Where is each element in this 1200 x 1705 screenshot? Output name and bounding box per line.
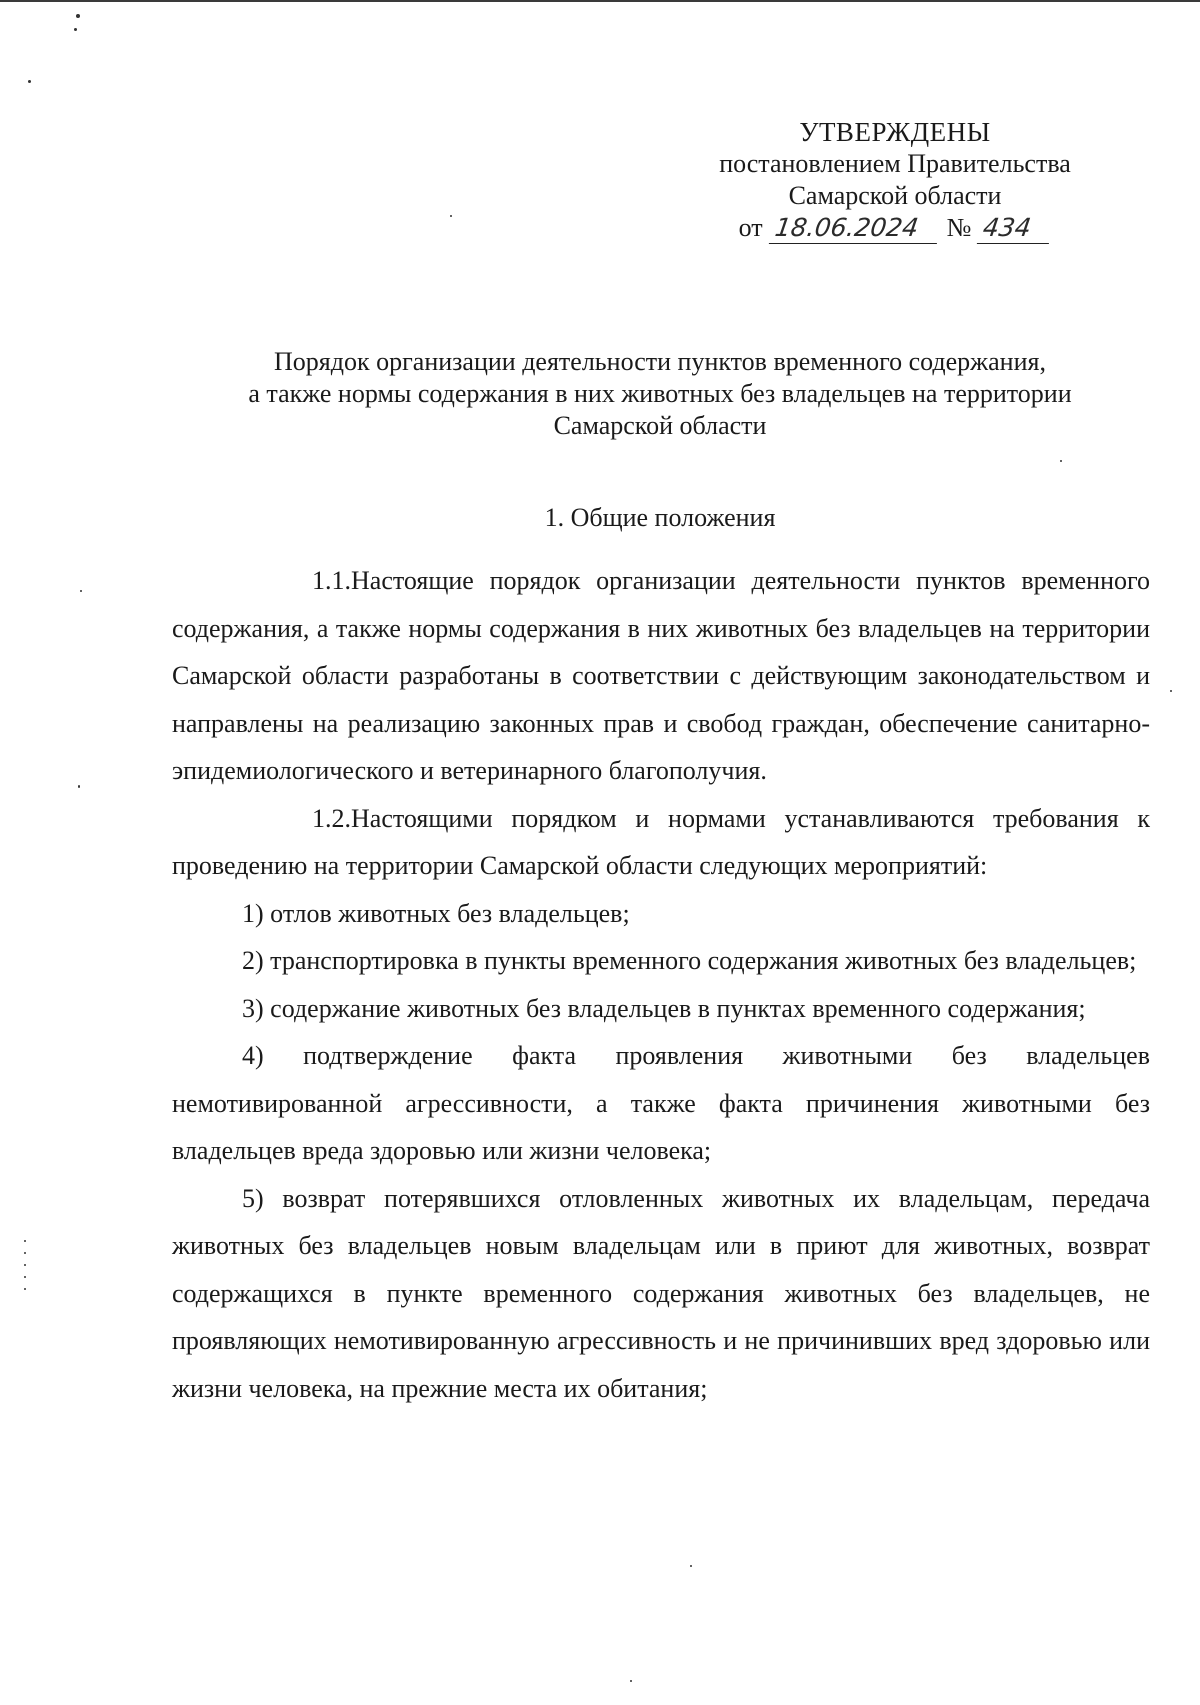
handwritten-number: 434: [977, 213, 1053, 244]
title-line-1: Порядок организации деятельности пунктов временного содержания,: [274, 347, 1046, 376]
handwritten-date: 18.06.2024: [768, 213, 940, 244]
approval-heading: УТВЕРЖДЕНЫ: [799, 117, 991, 147]
scan-speck: [690, 1565, 692, 1567]
scan-top-border: [0, 0, 1200, 2]
paragraph-number: 1.2.: [312, 803, 351, 833]
paragraph-1-1: [172, 557, 1150, 795]
scan-speck: [24, 1240, 26, 1242]
scan-speck: [450, 215, 452, 217]
paragraph-number: 1.1.: [312, 566, 351, 595]
scan-speck: [630, 1680, 632, 1682]
date-prefix: от: [738, 213, 763, 242]
approval-line-1: постановлением Правительства: [719, 149, 1071, 178]
list-item-5: 5) возврат потерявшихся отловленных животных их владельцам, передача животных без владельцев новым владельцам или в приют для животных, возврат содержащихся в пункте временного содержания животных без владельцев, не проявляющих немотивированную агрессивность и не причинивших вред здоровью или жизни человека, на прежние места их обитания;: [172, 1183, 1150, 1403]
document-body: [172, 557, 1150, 1412]
approval-stamp-block: [660, 116, 1130, 244]
list-item-2: 2) транспортировка в пункты временного содержания животных без владельцев;: [242, 946, 1137, 975]
scan-speck: [24, 1276, 26, 1278]
document-title: [180, 346, 1140, 442]
scan-speck: [76, 14, 80, 18]
title-line-3: Самарской области: [553, 411, 767, 440]
scan-speck: [24, 1252, 26, 1254]
list-item-4: 4) подтверждение факта проявления животными без владельцев немотивированной агрессивности, а также факта причинения животными без владельцев вреда здоровью или жизни человека;: [172, 1041, 1150, 1165]
title-line-2: а также нормы содержания в них животных без владельцев на территории: [248, 379, 1072, 408]
scan-speck: [28, 80, 31, 83]
scan-speck: [80, 590, 82, 592]
list-item-3: 3) содержание животных без владельцев в пунктах временного содержания;: [242, 993, 1086, 1023]
scan-speck: [24, 1264, 26, 1266]
list-item-1: 1) отлов животных без владельцев;: [242, 898, 630, 928]
paragraph-text: Настоящие порядок организации деятельности пунктов временного содержания, а также нормы содержания в них животных без владельцев на территории Самарской области разработаны в соответствии с действующим законодательством и направлены на реализацию законных прав и свобод граждан, обеспечение санитарно-эпидемиологического и ветеринарного благополучия.: [172, 566, 1150, 785]
scan-speck: [24, 1288, 26, 1290]
number-prefix: №: [946, 213, 972, 242]
scan-speck: [1170, 690, 1172, 692]
paragraph-1-2: [172, 795, 1150, 890]
paragraph-text: Настоящими порядком и нормами устанавливаются требования к проведению на территории Самарской области следующих мероприятий:: [172, 803, 1150, 880]
section-heading: 1. Общие положения: [544, 503, 776, 532]
scan-speck: [1060, 460, 1062, 462]
scan-speck: [78, 785, 80, 788]
approval-line-2: Самарской области: [788, 181, 1002, 210]
scan-speck: [74, 28, 77, 31]
approval-date-line: [660, 212, 1130, 244]
